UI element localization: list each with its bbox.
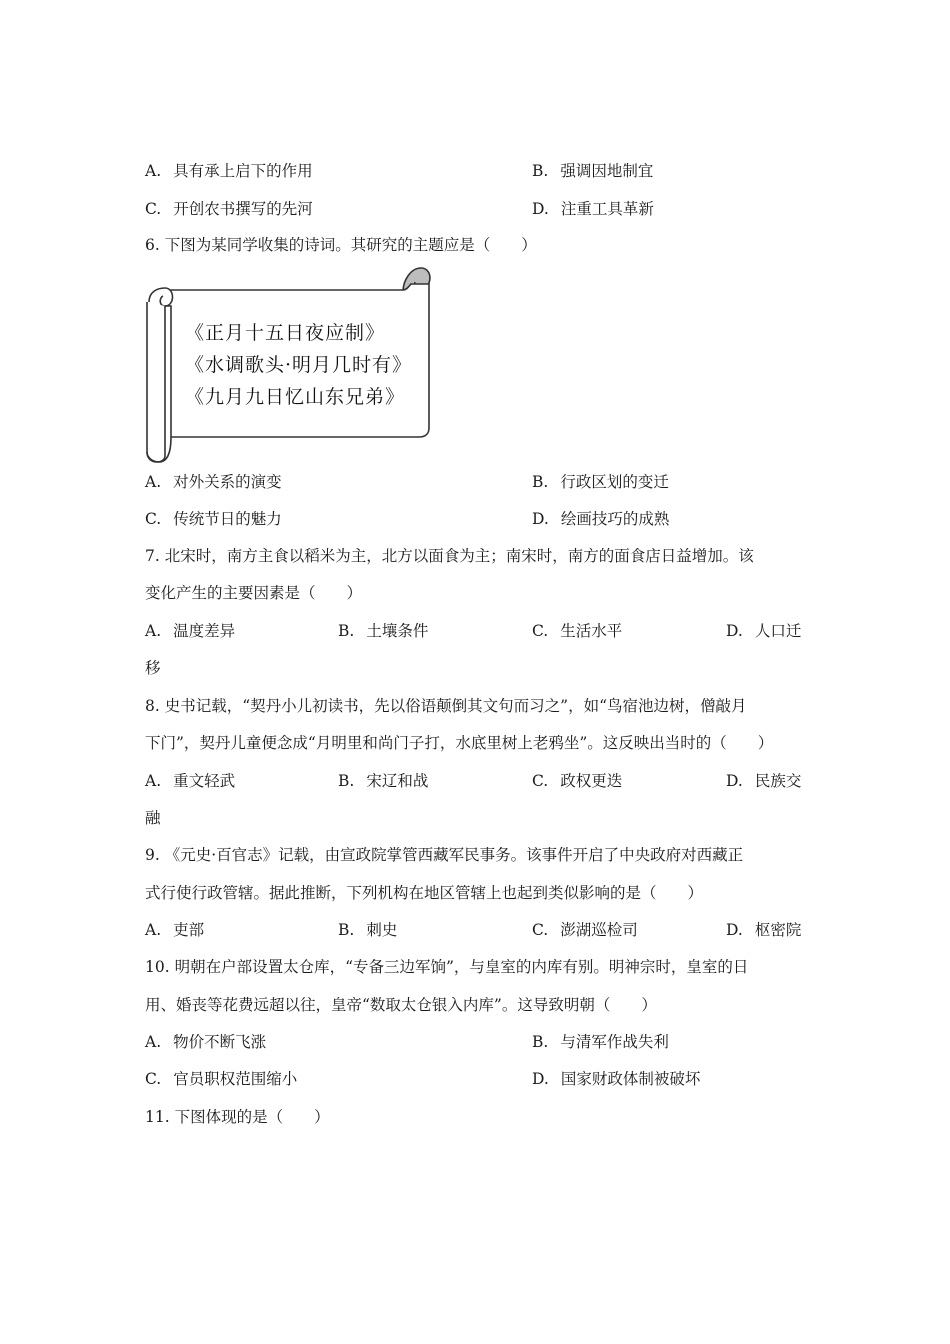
option-label: A. — [145, 473, 162, 491]
option-label: A. — [145, 772, 162, 790]
q7-stem-line-2: 变化产生的主要因素是（ ） — [145, 584, 363, 602]
option-label: C. — [532, 772, 549, 790]
q8-stem-line-2: 下门”，契丹儿童便念成“月明里和尚门子打，水底里树上老鸦坐”。这反映出当时的（ ） — [145, 734, 774, 752]
option-text: 注重工具革新 — [560, 200, 654, 218]
q7-option-d — [726, 624, 801, 640]
option-text: 行政区划的变迁 — [560, 473, 669, 491]
poem-title-1: 《正月十五日夜应制》 — [185, 322, 386, 344]
q7-option-wrap: 移 — [145, 659, 161, 677]
option-text: 对外关系的演变 — [173, 473, 282, 491]
option-text: 政权更迭 — [560, 772, 623, 790]
q10-stem-line-1: 10. 明朝在户部设置太仓库，“专备三边军饷”，与皇室的内库有别。明神宗时，皇室的日 — [145, 958, 749, 976]
option-label: D. — [532, 510, 549, 528]
option-text: 刺史 — [366, 921, 398, 939]
option-label: B. — [532, 162, 549, 180]
q6-option-a — [145, 475, 282, 491]
option-label: C. — [532, 921, 549, 939]
q6-option-c — [145, 512, 282, 528]
option-text: 物价不断飞涨 — [173, 1033, 267, 1051]
option-label: B. — [338, 772, 355, 790]
option-label: C. — [145, 510, 162, 528]
q10-stem-line-2: 用、婚丧等花费远超以往，皇帝“数取太仓银入内库”。这导致明朝（ ） — [145, 996, 657, 1014]
option-label: B. — [532, 1033, 549, 1051]
option-text: 土壤条件 — [366, 622, 429, 640]
q5-option-d — [532, 202, 654, 218]
option-text: 强调因地制宜 — [560, 162, 654, 180]
option-text: 官员职权范围缩小 — [173, 1070, 298, 1088]
q7-option-b — [338, 624, 428, 640]
option-label: A. — [145, 162, 162, 180]
option-label: D. — [726, 921, 743, 939]
option-label: B. — [338, 622, 355, 640]
option-text: 生活水平 — [560, 622, 623, 640]
q7-option-c — [532, 624, 622, 640]
q5-option-b — [532, 164, 653, 180]
option-label: A. — [145, 622, 162, 640]
q8-option-b — [338, 774, 428, 790]
q10-option-a — [145, 1035, 266, 1051]
option-text: 开创农书撰写的先河 — [173, 200, 313, 218]
q8-stem-line-1: 8. 史书记载，“契丹小儿初读书，先以俗语颠倒其文句而习之”，如“鸟宿池边树，僧敲月 — [145, 697, 747, 715]
option-label: C. — [145, 200, 162, 218]
option-label: A. — [145, 1033, 162, 1051]
option-label: C. — [532, 622, 549, 640]
option-text: 重文轻武 — [173, 772, 236, 790]
q5-option-a — [145, 164, 313, 180]
option-label: D. — [532, 1070, 549, 1088]
option-text: 澎湖巡检司 — [560, 921, 638, 939]
q8-option-c — [532, 774, 622, 790]
q9-option-d — [726, 923, 801, 939]
q6-option-b — [532, 475, 669, 491]
option-label: D. — [532, 200, 549, 218]
option-label: D. — [726, 622, 743, 640]
q8-option-wrap: 融 — [145, 809, 161, 827]
q8-option-a — [145, 774, 235, 790]
option-text: 宋辽和战 — [366, 772, 429, 790]
option-text: 人口迁 — [754, 622, 802, 640]
q7-stem-line-1: 7. 北宋时，南方主食以稻米为主，北方以面食为主；南宋时，南方的面食店日益增加。该 — [145, 547, 754, 565]
poem-title-2: 《水调歌头·明月几时有》 — [185, 354, 413, 376]
option-text: 具有承上启下的作用 — [173, 162, 313, 180]
q9-option-c — [532, 923, 638, 939]
option-text: 吏部 — [173, 921, 205, 939]
option-text: 枢密院 — [754, 921, 802, 939]
q10-option-d — [532, 1072, 700, 1088]
q6-stem: 6. 下图为某同学收集的诗词。其研究的主题应是（ ） — [145, 236, 537, 254]
option-label: D. — [726, 772, 743, 790]
q6-option-d — [532, 512, 669, 528]
option-label: B. — [532, 473, 549, 491]
option-label: A. — [145, 921, 162, 939]
q9-stem-line-1: 9. 《元史·百官志》记载，由宣政院掌管西藏军民事务。该事件开启了中央政府对西藏正 — [145, 846, 744, 864]
q9-option-b — [338, 923, 397, 939]
option-text: 温度差异 — [173, 622, 236, 640]
q5-option-c — [145, 202, 313, 218]
poem-title-3: 《九月九日忆山东兄弟》 — [185, 386, 406, 408]
q10-option-c — [145, 1072, 297, 1088]
option-text: 与清军作战失利 — [560, 1033, 669, 1051]
option-label: C. — [145, 1070, 162, 1088]
q9-option-a — [145, 923, 204, 939]
option-label: B. — [338, 921, 355, 939]
option-text: 民族交 — [754, 772, 802, 790]
poem-scroll-figure — [141, 262, 437, 464]
q7-option-a — [145, 624, 235, 640]
q8-option-d — [726, 774, 801, 790]
option-text: 国家财政体制被破坏 — [560, 1070, 701, 1088]
option-text: 绘画技巧的成熟 — [560, 510, 670, 528]
q10-option-b — [532, 1035, 669, 1051]
q11-stem: 11. 下图体现的是（ ） — [145, 1108, 330, 1126]
option-text: 传统节日的魅力 — [173, 510, 282, 528]
q9-stem-line-2: 式行使行政管辖。据此推断，下列机构在地区管辖上也起到类似影响的是（ ） — [145, 884, 704, 902]
